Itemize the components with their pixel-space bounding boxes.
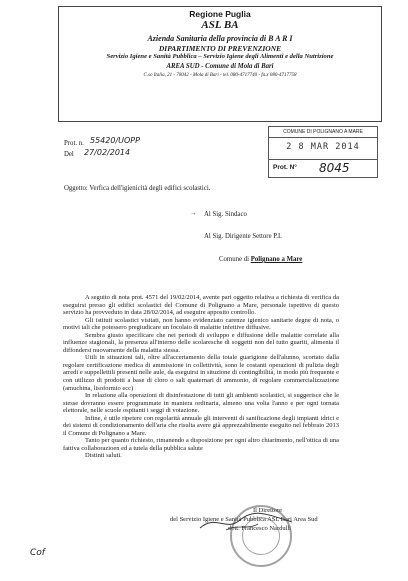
letter-body: [63, 294, 339, 460]
stamp-prot-box: [269, 159, 377, 177]
signature-title: Il Direttore: [253, 507, 283, 514]
paragraph: Sembra giusto specificare che nei periodi di sviluppo e diffusione delle malattie correlate alla influenze stagionali, la presenza all'interno delle scolaresche di soggetti non del tutto guariti, alimenta il diffondersi nuovamente della malattia stessa.: [63, 331, 339, 354]
del-label: Del: [64, 151, 74, 158]
area-name: AREA SUD - Comune di Mola di Bari: [166, 63, 274, 70]
stamp-date: 2 8 MAR 2014: [286, 142, 360, 152]
prot-label: Prot. n.: [64, 140, 84, 147]
stamp-prot-label: Prot. N°: [273, 164, 297, 171]
signature-scribble: [196, 510, 296, 534]
region-name: Regione Puglia: [189, 9, 251, 19]
arrow-icon: →: [190, 210, 197, 217]
signature-service: del Servizio Igiene e Sanità Pubblica ASL Bari Area Sud: [170, 516, 318, 523]
paragraph: Distinti saluti.: [85, 452, 122, 460]
service-name: Servizio Igiene e Sanità Pubblica – Servizio Igiene degli Alimenti e della Nutrizione: [106, 53, 334, 60]
letterhead: [58, 6, 382, 122]
paragraph: Tanto per quanto richiesto, rimanendo a disposizione per ogni altro chiarimento, nell'ottica di una fattiva collaborazioen ed a tutela della pubblica salute: [63, 437, 339, 452]
paragraph: Gli istituti scolastici visitati, non hanno evidenziato carenze igienico sanitarie degne di nota, o motivi tali che potessero pregiudicare un focolaio di malattie infettive diffusive.: [63, 316, 339, 332]
stamp-office: COMUNE DI POLIGNANO A MARE: [269, 127, 377, 138]
agency-name: Azienda Sanitaria della provincia di B A R I: [147, 34, 293, 43]
recipient-town-line: [219, 256, 302, 263]
initials: Cof: [30, 548, 45, 558]
del-value: 27/02/2014: [84, 148, 131, 157]
paragraph: Infine, è utile ripetere con regolarità annuale gli interventi di sanificazione degli impianti idrici e dei sistemi di condizionamento dell'aria che risulta avere già apprezzabilmente eseguito nel febbraio 2013 il Comune di Polignano a Mare.: [63, 414, 339, 437]
address-line: C.so Italia, 21 - 70042 - Mola di Bari - tel. 080-4717740 - fa.x 080-4717758: [143, 73, 297, 78]
received-stamp: [268, 126, 378, 178]
stamp-prot-number: 8045: [319, 161, 350, 175]
department-name: DIPARTIMENTO DI PREVENZIONE: [158, 44, 282, 53]
prot-value: 55420/UOPP: [90, 136, 140, 145]
recipient-town: Polignano a Mare: [250, 256, 303, 263]
subject-line: Oggetto: Verfica dell'igienicità degli edifici scolastici.: [64, 185, 211, 192]
recipient-director: Al Sig. Dirigente Settore P.I.: [204, 233, 282, 240]
recipient-comune-label: Comune di: [219, 256, 251, 263]
paragraph: In relazione alla operazioni di disinfestazione di tutti gli ambienti scolastici, si suggerisce che le stesse dovranno essere programmate in maniera ordinaria, almeno una volta l'anno e per ogni tornata elettorale, nelle scuole ospitanti i seggi di votazione.: [63, 392, 339, 415]
recipient-mayor: Al Sig. Sindaco: [204, 211, 247, 218]
paragraph: Utili in situazioni tali, oltre all'accertamento della totale guarigione dell'alunno, scortato dalla regolare certificazione medica di ammissione in collettività, sono le costanti operazioni di pulizia degli arredi e suppellettili presenti nelle aule, da eseguirsi in situzione di contingibilità, in modo più frequente e con utilizzo di prodotti a base di cloro o sali quaternari di ammonio, di regolare commercializzazione (amuchina, lisoformio ecc): [63, 354, 339, 392]
paragraph: A seguito di nota prot. 4571 del 19/02/2014, avente pari oggetto relativa a richiesta di verifica da eseguirsi presso gli edifici scolastici del Comune di Polignano a Mare, personale ispettivo di questo servizio ha provveduto in data 28/02/2014, ad eseguire apposito controllo.: [63, 294, 339, 317]
signature-name: dott. Francesco Nardulli: [228, 525, 291, 532]
asl-name: ASL BA: [201, 19, 239, 31]
